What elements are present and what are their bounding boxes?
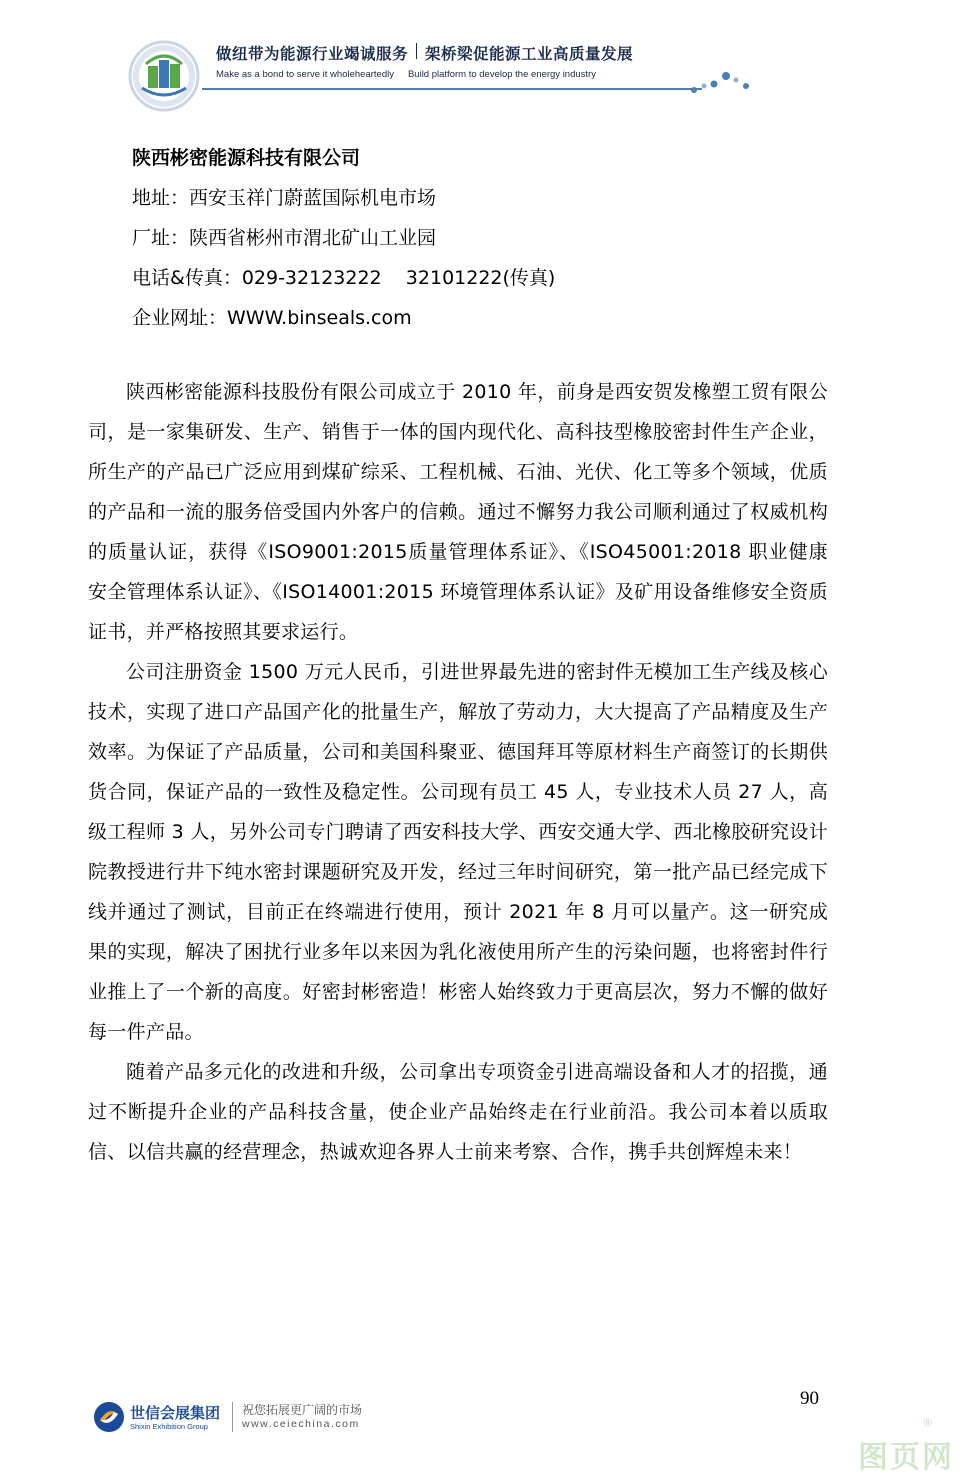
page-number: 90 (800, 1388, 819, 1409)
footer-brand (92, 1398, 392, 1438)
footer-brand-en: Shixin Exhibition Group (130, 1422, 208, 1431)
company-website: 企业网址：WWW.binseals.com (132, 307, 412, 329)
slogan-divider (416, 43, 417, 59)
footer-url: www.ceiechina.com (242, 1418, 360, 1430)
energy-logo-icon (128, 40, 200, 112)
header-rule (202, 88, 702, 90)
company-name: 陕西彬密能源科技有限公司 (132, 147, 361, 169)
slogan-cn-left: 做纽带为能源行业竭诚服务 (216, 45, 409, 63)
paragraph: 公司注册资金 1500 万元人民币，引进世界最先进的密封件无模加工生产线及核心技术，实现了进口产品国产化的批量生产，解放了劳动力，大大提高了产品精度及生产效率。为保证了产品质量，公司和美国科聚亚、德国拜耳等原材料生产商签订的长期供货合同，保证产品的一致性及稳定性。公司现有员工 45 人，专业技术人员 27 人，高级工程师 3 人，另外公司专门聘请了西安科技大学、西安交通大学、西北橡胶研究设计院教授进行井下纯水密封课题研究及开发，经过三年时间研究，第一批产品已经完成下线并通过了测试，目前正在终端进行使用，预计 2021 年 8 月可以量产。这一研究成果的实现，解决了困扰行业多年以来因为乳化液使用所产生的污染问题，也将密封件行业推上了一个新的高度。好密封彬密造！彬密人始终致力于更高层次，努力不懈的做好每一件产品。 (88, 661, 828, 1043)
slogan-cn-right: 架桥梁促能源工业高质量发展 (425, 45, 634, 63)
footer-slogan: 祝您拓展更广阔的市场 (242, 1403, 363, 1417)
company-factory-address: 厂址：陕西省彬州市渭北矿山工业园 (132, 227, 437, 249)
slogan-en-left: Make as a bond to serve it wholeheartedly (216, 69, 394, 80)
company-description (88, 372, 828, 1172)
company-address: 地址：西安玉祥门蔚蓝国际机电市场 (132, 187, 437, 209)
paragraph: 随着产品多元化的改进和升级，公司拿出专项资金引进高端设备和人才的招揽，通过不断提升企业的产品科技含量，使企业产品始终走在行业前沿。我公司本着以质取信、以信共赢的经营理念，热诚欢迎各界人士前来考察、合作，携手共创辉煌未来！ (88, 1061, 828, 1163)
footer-divider (232, 1402, 233, 1432)
company-phone: 电话&传真：029-32123222 32101222(传真) (132, 267, 556, 289)
footer-brand-cn: 世信会展集团 (130, 1404, 221, 1422)
decorative-dots-icon (688, 66, 768, 96)
watermark: 图页网 (858, 1440, 954, 1475)
watermark-registered-mark: ® (922, 1416, 933, 1429)
slogan-en-right: Build platform to develop the energy industry (407, 69, 596, 80)
shixin-logo-icon (92, 1400, 126, 1434)
company-info (132, 138, 555, 338)
header-slogans (216, 42, 726, 80)
header-banner (128, 40, 728, 112)
paragraph: 陕西彬密能源科技股份有限公司成立于 2010 年，前身是西安贺发橡塑工贸有限公司，是一家集研发、生产、销售于一体的国内现代化、高科技型橡胶密封件生产企业，所生产的产品已广泛应用到煤矿综采、工程机械、石油、光伏、化工等多个领域，优质的产品和一流的服务倍受国内外客户的信赖。通过不懈努力我公司顺利通过了权威机构的质量认证，获得《ISO9001:2015质量管理体系证》、《ISO45001:2018 职业健康安全管理体系认证》、《ISO14001:2015 环境管理体系认证》及矿用设备维修安全资质证书，并严格按照其要求运行。 (88, 381, 828, 643)
